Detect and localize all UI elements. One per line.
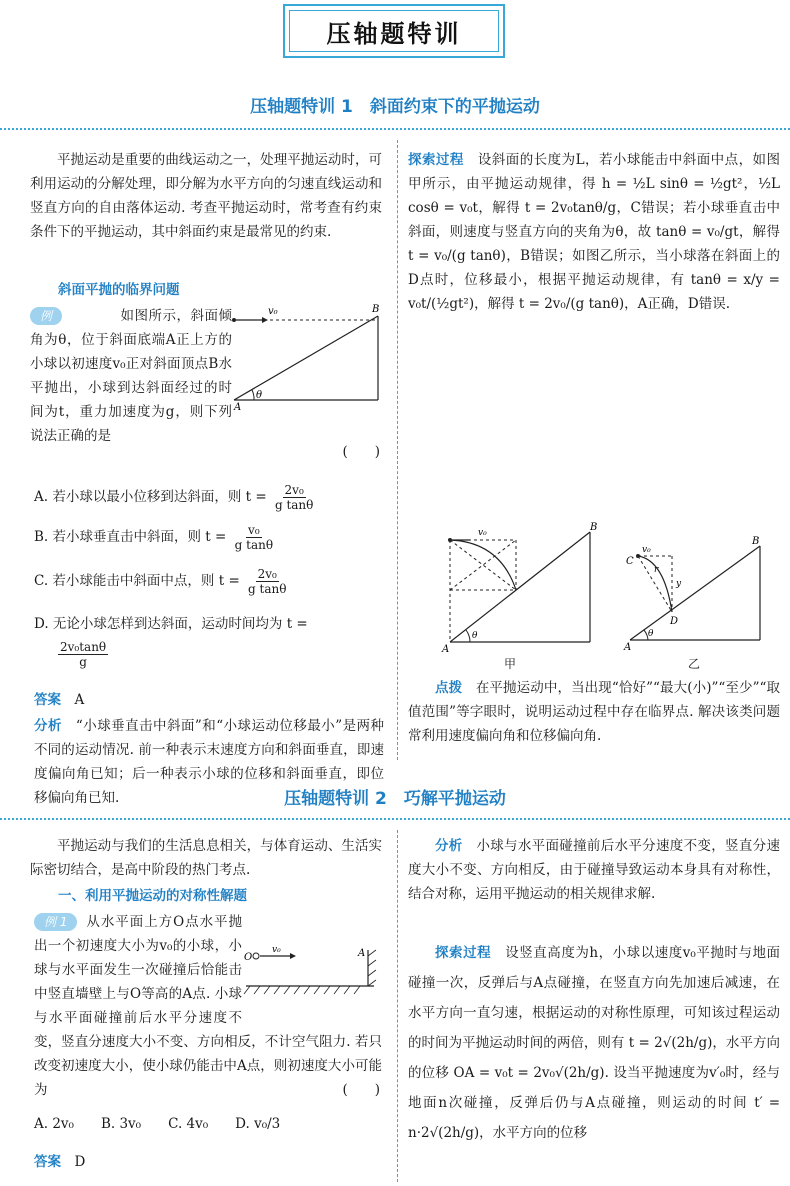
option-a[interactable]: A. 若小球以最小位移到达斜面，则 t = $\frac{\text{2v₀}}{\text{g tanθ}}$ [34, 483, 314, 512]
frac-b: $\frac{\text{v₀}}{\text{g tanθ}}$ [234, 523, 274, 552]
svg-text:B: B [590, 522, 598, 533]
s1-analysis: 分析 “小球垂直击中斜面”和“小球运动位移最小”是两种不同的运动情况. 前一种表示末速度方向和斜面垂直，即速度偏向角已知；后一种表示小球的位移和斜面垂直，即位移偏向角已知. [34, 718, 385, 806]
frac-c: $\frac{\text{2v₀}}{\text{g tanθ}}$ [248, 567, 287, 596]
s2-intro: 平抛运动与我们的生活息息相关，与体育运动、生活实际密切结合，是高中阶段的热门考点. [30, 838, 382, 878]
figure-jia-caption: 甲 [504, 657, 517, 671]
svg-text:A: A [358, 948, 366, 959]
svg-text:v₀: v₀ [478, 528, 487, 538]
s2-options[interactable]: A. 2v₀ B. 3v₀ C. 4v₀ D. v₀/3 [34, 1116, 281, 1132]
option-d-frac: $\frac{\text{2v₀tanθ}}{g}$ [60, 640, 107, 669]
column-divider [397, 140, 398, 760]
svg-text:θ: θ [648, 629, 654, 639]
svg-text:θ: θ [472, 631, 478, 641]
s2-example-text: 从水平面上方O点水平抛出一个初速度大小为v₀的小球，小球与水平面发生一次碰撞后恰能击中竖直墙壁上与O等高的A点. 小球与水平面碰撞前后水平分速度不变，竖直分速度大小不变、方向相反，不计空气阻力. 若只改变初速度大小，使小球仍能击中A点，则初速度大小可能为 [34, 914, 382, 1098]
s2-explore: 探索过程 设竖直高度为h，小球以速度v₀平抛时与地面碰撞一次，反弹后与A点碰撞，在竖直方向先加速后减速，在水平方向一直匀速，根据运动的对称性原理，可知该过程运动的时间为平抛运动时间的两倍，则有 t = 2√(2h/g)，水平方向的位移 OA = v₀t = 2v₀√(2h/g). 设当平抛速度为v′₀时，经与地面n次碰撞，反弹后仍与A点碰撞，则运动的时间 t′ = n·2√(2h/g)，水平方向的位移 [408, 945, 781, 1141]
svg-text:O: O [244, 952, 253, 963]
svg-text:A: A [624, 642, 632, 653]
ball [232, 318, 236, 322]
example-1-tag: 例 1 [34, 913, 77, 931]
svg-text:C: C [626, 556, 634, 567]
svg-text:A: A [442, 644, 450, 655]
s1-explore: 探索过程 设斜面的长度为L，若小球能击中斜面中点，如图甲所示，由平抛运动规律，得 h = ½L sinθ = ½gt²，½L cosθ = v₀t，解得 t = 2v₀tanθ/g，C错误；若小球垂直击中斜面，则速度与竖直方向的夹角为θ，故 tanθ = v₀/gt，解得 t = v₀/(g tanθ)，B错误；如图乙所示，当小球落在斜面上的D点时，位移最小，根据平抛运动规律，有 tanθ = x/y = v₀t/(½gt²)，解得 t = 2v₀/(g tanθ)，A正确，D错误. [408, 152, 781, 312]
frac-a: $\frac{\text{2v₀}}{\text{g tanθ}}$ [274, 483, 314, 512]
s2-answer-bracket: ( ) [342, 1082, 380, 1098]
label-A: A [234, 402, 242, 413]
s1-answer: 答案 A [34, 692, 85, 708]
svg-text:B: B [752, 536, 760, 547]
section-1-title: 压轴题特训 1 斜面约束下的平抛运动 [250, 97, 540, 117]
label-B: B [372, 304, 380, 315]
figure-yi-caption: 乙 [688, 657, 701, 671]
s2-answer: 答案 D [34, 1154, 86, 1170]
option-b[interactable]: B. 若小球垂直击中斜面，则 t = $\frac{\text{v₀}}{\text{g tanθ}}$ [34, 523, 274, 552]
divider-line-2 [0, 818, 790, 820]
svg-text:r: r [654, 565, 659, 575]
arrowhead [262, 317, 268, 323]
divider-line [0, 128, 790, 130]
option-c[interactable]: C. 若小球能击中斜面中点，则 t = $\frac{\text{2v₀}}{\text{g tanθ}}$ [34, 567, 287, 596]
svg-text:v₀: v₀ [642, 545, 651, 555]
svg-text:y: y [676, 579, 682, 589]
s1-answer-bracket: ( ) [342, 444, 380, 460]
banner-title: 压轴题特训 [326, 19, 462, 48]
figure-yi [620, 536, 770, 660]
s2-analysis: 分析 小球与水平面碰撞前后水平分速度不变，竖直分速度大小不变、方向相反，由于碰撞导致运动本身具有对称性，结合对称，运用平抛运动的相关规律求解. [408, 838, 780, 902]
angle-arc [252, 390, 254, 400]
label-v0: v₀ [268, 306, 278, 317]
section-2-title: 压轴题特训 2 巧解平抛运动 [284, 789, 506, 809]
incline-line [234, 316, 378, 400]
s2-subheading: 一、利用平抛运动的对称性解题 [58, 888, 247, 904]
option-d[interactable]: D. 无论小球怎样到达斜面，运动时间均为 t = [34, 616, 308, 632]
page-banner [283, 4, 505, 58]
s1-tip: 点拨 在平抛运动中，当出现“恰好”“最大(小)”“至少”“取值范围”等字眼时，说明运动过程中存在临界点. 解决该类问题常利用速度偏向角和位移偏向角. [408, 680, 780, 744]
s1-intro: 平抛运动是重要的曲线运动之一，处理平抛运动时，可利用运动的分解处理，即分解为水平方向的匀速直线运动和竖直方向的自由落体运动. 考查平抛运动时，常考查有约束条件下的平抛运动，其中斜面约束是最常见的约束. [30, 152, 382, 240]
s1-example-text: 如图所示，斜面倾角为θ，位于斜面底端A正上方的小球以初速度v₀正对斜面顶点B水平抛出，小球到达斜面经过的时间为t，重力加速度为g，则下列说法正确的是 [30, 308, 232, 444]
svg-text:v₀: v₀ [272, 945, 281, 955]
label-theta: θ [256, 390, 263, 401]
figure-incline-1 [228, 302, 384, 412]
svg-text:D: D [670, 616, 679, 627]
s2-example [34, 910, 382, 1100]
s1-subheading: 斜面平抛的临界问题 [58, 282, 180, 298]
example-tag: 例 [30, 307, 62, 325]
figure-jia [430, 520, 610, 660]
figure-wall [240, 944, 380, 1000]
column-divider-2 [397, 830, 398, 1182]
